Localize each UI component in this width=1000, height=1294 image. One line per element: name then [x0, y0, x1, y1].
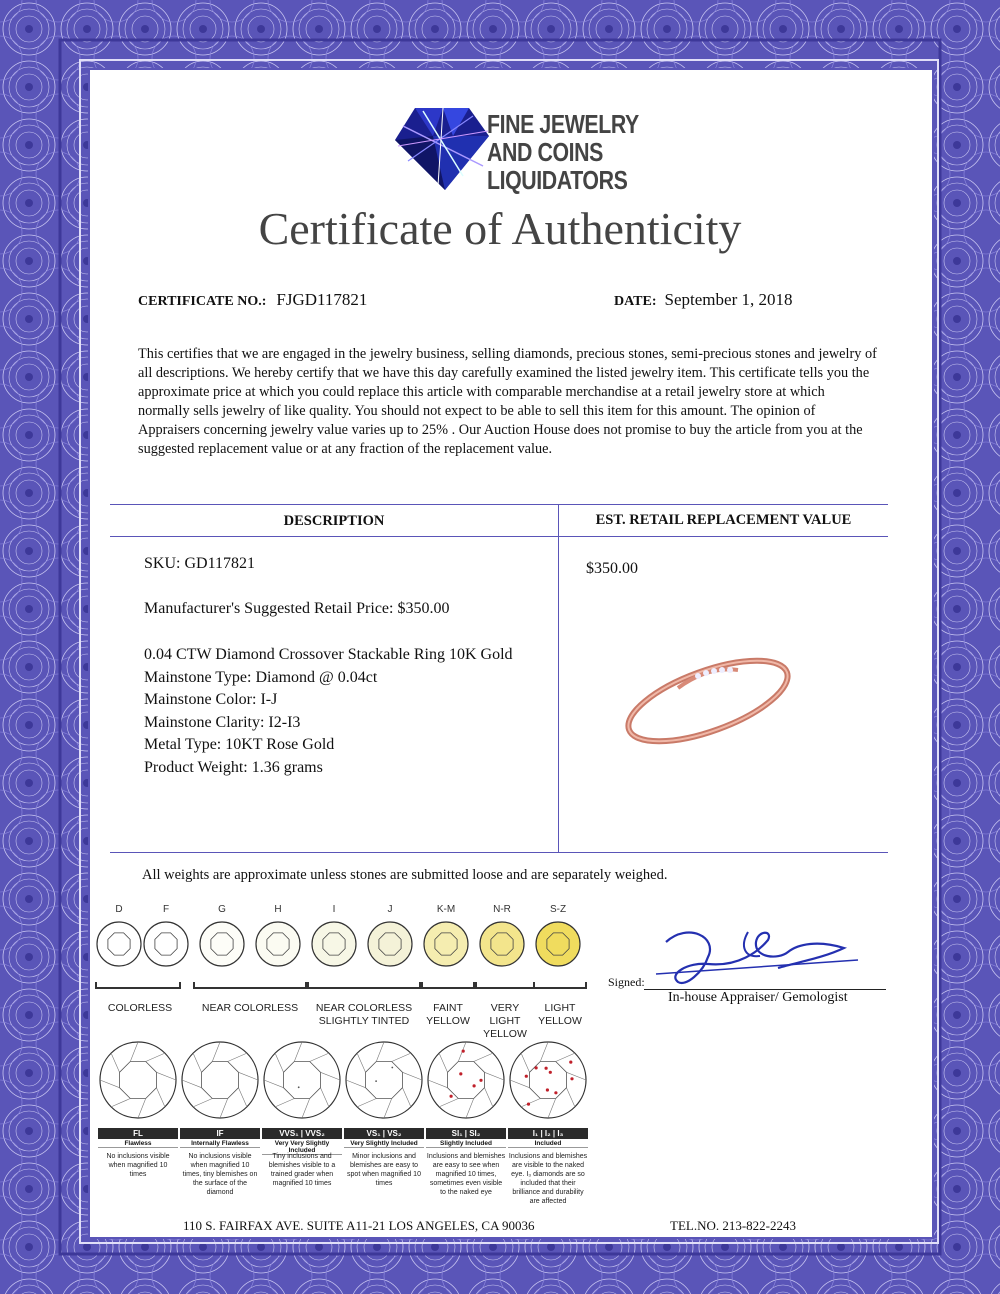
date-label: DATE: [614, 294, 657, 309]
clarity-name: Flawless [98, 1140, 178, 1148]
certification-paragraph: This certifies that we are engaged in the jewelry business, selling diamonds, precious stones, semi-precious stones and jewelry of all descriptions. We hereby certify that we have this day carefully examined the listed jewelry item. This certificate tells you the approximate price at which you could replace this article with comparable merchandise at a retail jewelry store at which normally sells jewelry of like quality. You should not expect to be able to sell this item for this amount. The opinion of Appraisers concerning jewelry value varies up to 25% . Our Auction House does not promise to buy the article from you at the suggested replacement value or at any fraction of the replacement value. [138, 346, 877, 457]
detail-line: Product Weight: 1.36 grams [144, 758, 323, 776]
inclusion-mark [535, 1066, 538, 1069]
ring-image [618, 646, 798, 756]
inclusion-mark [450, 1095, 453, 1098]
clarity-description-line: No inclusions visible [188, 1153, 252, 1160]
color-category: VERY LIGHT YELLOW [483, 1002, 527, 1040]
detail-line: Mainstone Clarity: I2-I3 [144, 713, 301, 731]
clarity-description [508, 1152, 588, 1206]
description-header: DESCRIPTION [283, 513, 385, 529]
clarity-description-line: are visible to the naked [512, 1162, 584, 1169]
inclusion-mark [546, 1088, 549, 1091]
color-grade-stone [256, 922, 300, 966]
clarity-description-line: brilliance and durability [512, 1189, 584, 1196]
replacement-value: $350.00 [586, 560, 638, 577]
color-scale-stones [94, 898, 594, 998]
logo-line: FINE JEWELRY [487, 109, 639, 139]
msrp: Manufacturer's Suggested Retail Price: $350.00 [144, 600, 450, 617]
clarity-description-line: blemishes are easy to [349, 1162, 419, 1169]
clarity-name: Very Slightly Included [344, 1140, 424, 1148]
color-grade-stone [368, 922, 412, 966]
table-bottom-rule [110, 852, 888, 853]
clarity-description-line: Inclusions and blemishes [508, 1153, 588, 1160]
color-grade-label: H [274, 904, 282, 915]
clarity-grade: VS₁ | VS₂ [344, 1128, 424, 1139]
inclusion-mark [462, 1050, 465, 1053]
color-grade-label: G [218, 904, 226, 915]
color-grade-label: J [387, 904, 393, 915]
color-category: NEAR COLORLESS SLIGHTLY TINTED [315, 1002, 413, 1027]
clarity-description-line: Minor inclusions and [352, 1153, 416, 1160]
clarity-description-line: blemishes visible to a [268, 1162, 336, 1169]
clarity-description-line: Tiny inclusions and [272, 1153, 332, 1160]
clarity-grade: I₁ | I₂ | I₃ [508, 1128, 588, 1139]
clarity-description-line: sometimes even visible [429, 1180, 503, 1187]
footer-address: 110 S. FAIRFAX AVE. SUITE A11-21 LOS ANGELES, CA 90036 [183, 1218, 535, 1233]
inclusion-mark [473, 1084, 476, 1087]
inclusion-mark [527, 1103, 530, 1106]
clarity-name: Very Very Slightly Included [262, 1140, 342, 1155]
clarity-description-line: are easy to see when [432, 1162, 500, 1169]
clarity-description [426, 1152, 506, 1197]
color-scale [94, 898, 594, 1038]
clarity-description-line: times [375, 1180, 393, 1187]
date-value: September 1, 2018 [664, 290, 793, 309]
item-details [144, 644, 513, 780]
clarity-description-line: Inclusions and blemishes [426, 1153, 506, 1160]
inclusion-mark [569, 1061, 572, 1064]
logo-wordmark [487, 110, 639, 194]
certificate-number-label: CERTIFICATE NO.: [138, 294, 267, 309]
clarity-name: Included [508, 1140, 588, 1148]
clarity-description-line: magnified 10 times [272, 1180, 332, 1187]
table-column-divider [558, 504, 559, 852]
clarity-description [180, 1152, 260, 1197]
color-group-bracket [534, 982, 586, 988]
inclusion-mark [554, 1091, 557, 1094]
color-group-bracket [194, 982, 306, 988]
clarity-description-line: No inclusions visible [106, 1153, 170, 1160]
signed-label: Signed: [608, 975, 645, 989]
clarity-grade: IF [180, 1128, 260, 1139]
weights-note: All weights are approximate unless stones are submitted loose and are separately weighed. [142, 867, 668, 883]
clarity-description [344, 1152, 424, 1188]
color-grade-stone [480, 922, 524, 966]
table-top-rule [110, 504, 888, 505]
clarity-description [262, 1152, 342, 1188]
clarity-description-line: eye. I₃ diamonds are so [511, 1171, 585, 1178]
color-grade-stone [312, 922, 356, 966]
color-grade-label: F [162, 904, 170, 915]
clarity-grade: VVS₁ | VVS₂ [262, 1128, 342, 1139]
color-grade-stone [536, 922, 580, 966]
inclusion-mark [570, 1077, 573, 1080]
color-grade-stone [200, 922, 244, 966]
color-group-bracket [476, 982, 534, 988]
clarity-description-line: to the naked eye [440, 1189, 492, 1196]
inclusion-mark [525, 1075, 528, 1078]
sku: SKU: GD117821 [144, 555, 255, 572]
color-grade-stone [97, 922, 141, 966]
logo-line: AND COINS [487, 137, 603, 167]
clarity-description-line: are affected [529, 1198, 567, 1205]
clarity-grade: SI₁ | SI₂ [426, 1128, 506, 1139]
clarity-name: Internally Flawless [180, 1140, 260, 1148]
detail-line: 0.04 CTW Diamond Crossover Stackable Ring 10K Gold [144, 646, 513, 663]
color-grade-label: D [115, 904, 123, 915]
detail-line: Mainstone Type: Diamond @ 0.04ct [144, 668, 378, 686]
clarity-description-line: when magnified 10 [108, 1162, 168, 1169]
color-grade-stone [424, 922, 468, 966]
inclusion-mark [545, 1067, 548, 1070]
color-group-bracket [96, 982, 180, 988]
date-row [614, 290, 792, 310]
clarity-description-line: when magnified 10 [190, 1162, 250, 1169]
table-header-rule [110, 536, 888, 537]
clarity-description-line: the surface of the [192, 1180, 248, 1187]
certificate-number-value: FJGD117821 [276, 290, 368, 309]
color-category: NEAR COLORLESS [201, 1002, 299, 1014]
color-category: FAINT YELLOW [426, 1002, 470, 1027]
clarity-name: Slightly Included [426, 1140, 506, 1148]
footer-telephone: TEL.NO. 213-822-2243 [670, 1218, 797, 1233]
color-grade-label: N-R [493, 904, 511, 915]
diamond-logo-icon [393, 106, 491, 192]
color-grade-label: S-Z [549, 904, 567, 915]
clarity-description-line: trained grader when [270, 1171, 334, 1178]
detail-line: Metal Type: 10KT Rose Gold [144, 736, 335, 754]
color-group-bracket [308, 982, 420, 988]
clarity-scale-stones [94, 1034, 594, 1126]
certificate-number-row [138, 290, 367, 310]
inclusion-mark [549, 1071, 552, 1074]
clarity-description-line: times, tiny blemishes on [182, 1171, 258, 1178]
page-title: Certificate of Authenticity [258, 203, 742, 254]
color-grade-label: K-M [436, 904, 456, 915]
logo-line: LIQUIDATORS [487, 165, 628, 195]
color-category: LIGHT YELLOW [538, 1002, 582, 1027]
color-category: COLORLESS [107, 1002, 173, 1014]
inclusion-mark [391, 1067, 393, 1069]
clarity-description-line: spot when magnified 10 [347, 1171, 421, 1178]
value-header: EST. RETAIL REPLACEMENT VALUE [595, 512, 852, 528]
clarity-description [98, 1152, 178, 1179]
inclusion-mark [459, 1072, 462, 1075]
detail-line: Mainstone Color: I-J [144, 691, 278, 709]
inclusion-mark [298, 1086, 300, 1088]
color-group-bracket [422, 982, 474, 988]
clarity-description-line: included that their [520, 1180, 576, 1187]
clarity-grade: FL [98, 1128, 178, 1139]
inclusion-mark [375, 1080, 377, 1082]
inclusion-mark [479, 1079, 482, 1082]
clarity-description-line: times [129, 1171, 147, 1178]
clarity-description-line: magnified 10 times, [435, 1171, 497, 1178]
signer-role: In-house Appraiser/ Gemologist [668, 990, 848, 1005]
clarity-scale [94, 1034, 594, 1214]
clarity-description-line: diamond [206, 1189, 234, 1196]
color-grade-stone [144, 922, 188, 966]
color-grade-label: I [332, 904, 336, 915]
